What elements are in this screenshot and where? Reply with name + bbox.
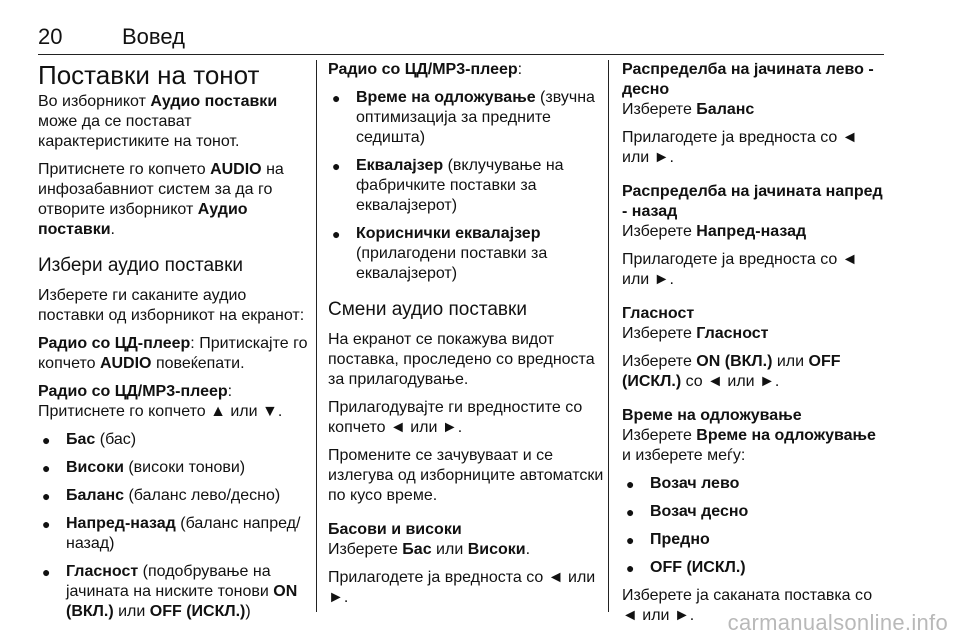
page-number: 20 bbox=[38, 24, 63, 49]
column-divider bbox=[316, 60, 317, 612]
column-divider bbox=[608, 60, 609, 612]
paragraph: Прилагодете ја вредноста со ◄ или ►. bbox=[622, 129, 858, 166]
paragraph: Изберете Гласност bbox=[622, 325, 769, 342]
chapter-title: Вовед bbox=[122, 24, 185, 49]
list-item: ● Еквалајзер (вклучување на фабричките поставки за еквалајзерот) bbox=[328, 156, 604, 216]
list-item: ● Време на одложување (звучна оптимизација за предните седишта) bbox=[328, 88, 604, 148]
list-item: ● Бас (бас) bbox=[38, 430, 310, 450]
block-heading: Распределба на јачината лево - десно bbox=[622, 61, 874, 98]
paragraph: Притиснете го копчето AUDIO на инфозабавниот систем за да го отворите изборникот Аудио поставки. bbox=[38, 161, 284, 238]
list-item: ● Возач лево bbox=[622, 474, 884, 494]
list-item: ● Гласност (подобрување на јачината на ниските тонови ON (ВКЛ.) или OFF (ИСКЛ.)) bbox=[38, 562, 310, 622]
paragraph: Во изборникот Аудио поставки може да се постават карактеристиките на тонот. bbox=[38, 93, 278, 150]
page-header bbox=[38, 24, 884, 55]
column-2 bbox=[328, 60, 604, 612]
block-heading: Време на одложување bbox=[622, 407, 802, 424]
paragraph: На екранот се покажува видот поставка, проследено со вредноста за прилагодување. bbox=[328, 331, 595, 388]
paragraph: Изберете ја саканата поставка со ◄ или ►. bbox=[622, 587, 873, 624]
settings-list bbox=[328, 88, 604, 284]
paragraph: Прилагодете ја вредноста со ◄ или ►. bbox=[328, 569, 596, 606]
settings-list bbox=[38, 430, 310, 622]
list-item: ● Кориснички еквалајзер (прилагодени поставки за еквалајзерот) bbox=[328, 224, 604, 284]
list-item: ● OFF (ИСКЛ.) bbox=[622, 558, 884, 578]
block-heading: Гласност bbox=[622, 305, 695, 322]
block-heading: Басови и високи bbox=[328, 521, 462, 538]
column-3 bbox=[622, 60, 884, 624]
block-heading: Распределба на јачината напред - назад bbox=[622, 183, 883, 220]
watermark: carmanualsonline.info bbox=[727, 610, 948, 635]
paragraph: Изберете Баланс bbox=[622, 101, 755, 118]
paragraph: Изберете ги саканите аудио поставки од изборникот на екранот: bbox=[38, 287, 305, 324]
subsection-title: Избери аудио поставки bbox=[38, 255, 244, 276]
subsection-title: Смени аудио поставки bbox=[328, 299, 527, 320]
paragraph: Радио со ЦД/MP3-плеер: bbox=[328, 61, 523, 78]
paragraph: Прилагодувајте ги вредностите со копчето ◄ или ►. bbox=[328, 399, 583, 436]
list-item: ● Високи (високи тонови) bbox=[38, 458, 310, 478]
list-item: ● Предно bbox=[622, 530, 884, 550]
column-1 bbox=[38, 60, 310, 620]
paragraph: Радио со ЦД/MP3-плеер: Притиснете го копчето ▲ или ▼. bbox=[38, 383, 283, 420]
paragraph: Радио со ЦД-плеер: Притискајте го копчето AUDIO повеќепати. bbox=[38, 335, 308, 372]
paragraph: Изберете Време на одложување и изберете меѓу: bbox=[622, 427, 876, 464]
paragraph: Изберете Напред-назад bbox=[622, 223, 807, 240]
paragraph: Изберете ON (ВКЛ.) или OFF (ИСКЛ.) со ◄ или ►. bbox=[622, 353, 841, 390]
list-item: ● Напред-назад (баланс напред/ назад) bbox=[38, 514, 310, 554]
paragraph: Промените се зачувуваат и се излегува од изборниците автоматски по кусо време. bbox=[328, 447, 604, 504]
section-title: Поставки на тонот bbox=[38, 60, 260, 90]
list-item: ● Возач десно bbox=[622, 502, 884, 522]
list-item: ● Баланс (баланс лево/десно) bbox=[38, 486, 310, 506]
paragraph: Изберете Бас или Високи. bbox=[328, 541, 531, 558]
paragraph: Прилагодете ја вредноста со ◄ или ►. bbox=[622, 251, 858, 288]
delay-options-list bbox=[622, 474, 884, 578]
